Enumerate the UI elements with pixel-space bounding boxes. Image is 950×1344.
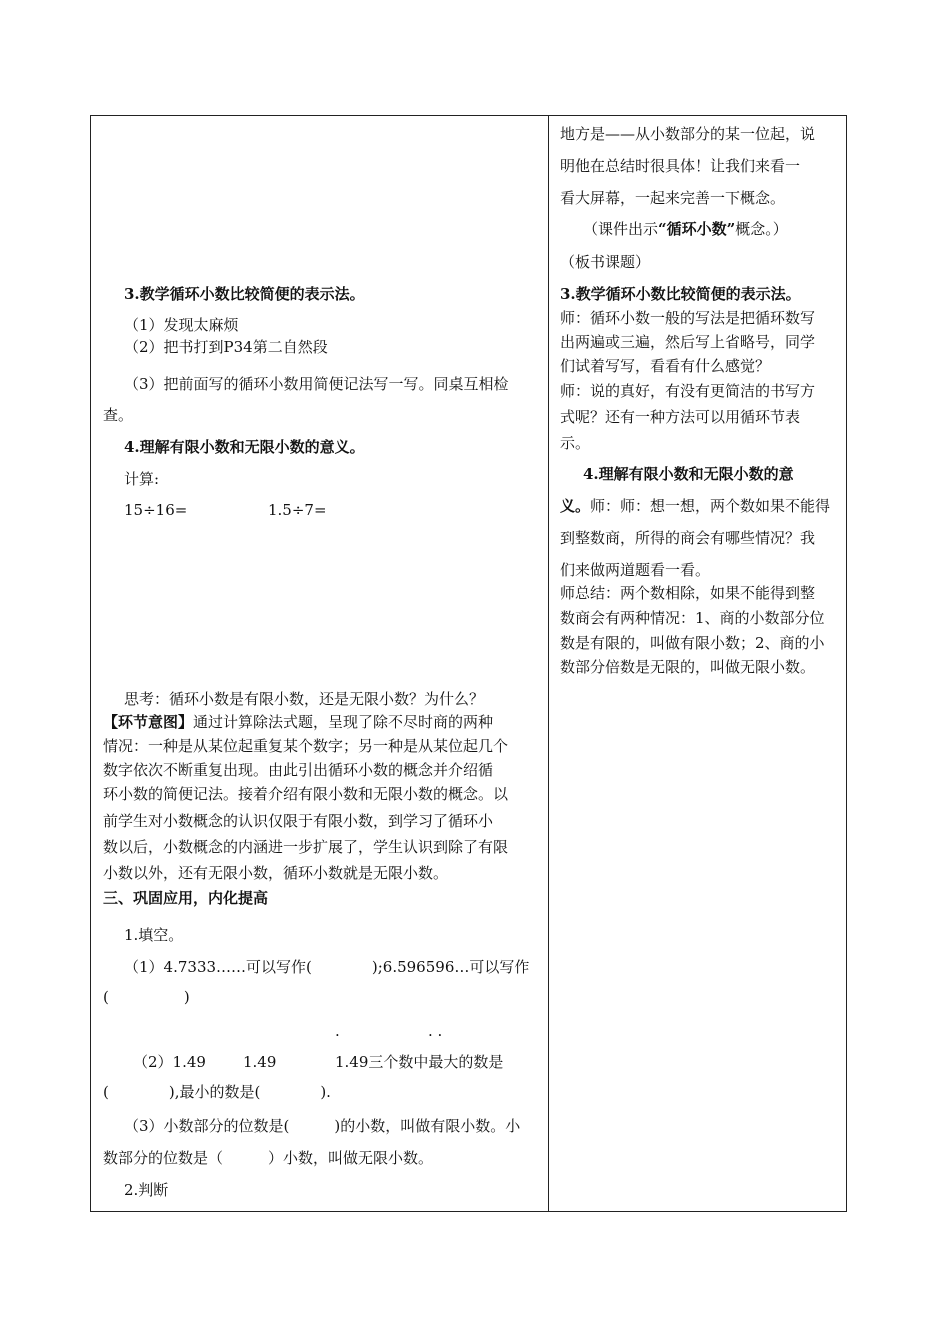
right-sec4-line-3: 到整数商，所得的商会有哪些情况？我: [560, 529, 816, 547]
left-intent-line-5: 前学生对小数概念的认识仅限于有限小数，到学习了循环小: [103, 812, 494, 830]
right-summary-line-1: 师总结：两个数相除，如果不能得到整: [560, 584, 816, 602]
left-intent-line-3: 数字依次不断重复出现。由此引出循环小数的概念并介绍循: [103, 761, 494, 779]
right-top-line-2: 明他在总结时很具体！让我们来看一: [560, 157, 801, 175]
left-q3-line2: 数部分的位数是（ ）小数，叫做无限小数。: [103, 1149, 434, 1167]
left-calc-b: 1.5÷7=: [268, 501, 327, 519]
left-q1-line1: （1）4.7333……可以写作( );6.596596…可以写作: [124, 958, 530, 976]
right-sec3-line-2: 出两遍或三遍，然后写上省略号，同学: [560, 333, 816, 351]
right-courseware: [583, 222, 788, 237]
courseware-a: （课件出示: [583, 220, 659, 238]
right-summary-line-4: 数部分倍数是无限的，叫做无限小数。: [560, 658, 816, 676]
left-q1-line2: ( ): [103, 988, 190, 1006]
intent-text-1: 通过计算除法式题，呈现了除不尽时商的两种: [193, 713, 494, 731]
left-intent-line-4: 环小数的简便记法。接着介绍有限小数和无限小数的概念。以: [103, 785, 509, 803]
left-intent-line-1: [103, 715, 493, 730]
left-q3-line1: （3）小数部分的位数是( )的小数，叫做有限小数。小: [124, 1117, 521, 1135]
right-sec4-line-1: 4.理解有限小数和无限小数的意: [583, 465, 794, 483]
left-judge-title: 2.判断: [124, 1181, 169, 1199]
right-summary-line-2: 数商会有两种情况：1、商的小数部分位: [560, 609, 825, 627]
left-calc-a: 15÷16=: [124, 501, 188, 519]
left-q2-line1-c: 1.49三个数中最大的数是: [335, 1053, 504, 1071]
right-board: （板书课题）: [560, 253, 651, 271]
right-top-line-1: 地方是——从小数部分的某一位起，说: [560, 125, 816, 143]
left-part3-title: 三、巩固应用，内化提高: [103, 889, 269, 907]
right-sec3-line-5: 式呢？还有一种方法可以用循环节表: [560, 408, 801, 426]
left-sec3-item-4: 查。: [103, 406, 134, 424]
left-q2-dot-1: .: [335, 1022, 340, 1040]
courseware-term: “循环小数”: [658, 220, 736, 238]
left-sec3-title: 3.教学循环小数比较简便的表示法。: [124, 285, 365, 303]
left-q2-dot-2: . .: [428, 1022, 443, 1040]
intent-tag: 【环节意图】: [103, 713, 194, 731]
left-intent-line-7: 小数以外，还有无限小数，循环小数就是无限小数。: [103, 864, 449, 882]
right-sec4-line-4: 们来做两道题看一看。: [560, 561, 711, 579]
right-sec3-line-1: 师：循环小数一般的写法是把循环数写: [560, 309, 816, 327]
left-sec3-item-3: （3）把前面写的循环小数用简便记法写一写。同桌互相检: [124, 375, 509, 393]
left-sec3-item-2: （2）把书打到P34第二自然段: [124, 338, 328, 356]
left-think: 思考：循环小数是有限小数，还是无限小数？为什么？: [124, 690, 485, 708]
left-intent-line-6: 数以后，小数概念的内涵进一步扩展了，学生认识到除了有限: [103, 838, 509, 856]
right-top-line-3: 看大屏幕，一起来完善一下概念。: [560, 189, 786, 207]
left-q2-line1-a: （2）1.49: [133, 1053, 206, 1071]
right-sec4-line-2: [560, 499, 830, 514]
left-calc-label: 计算:: [124, 470, 160, 488]
right-sec3-title: 3.教学循环小数比较简便的表示法。: [560, 285, 801, 303]
right-sec3-line-4: 师：说的真好，有没有更简洁的书写方: [560, 382, 816, 400]
sec4-rest: 师：师：想一想，两个数如果不能得: [590, 497, 831, 515]
left-q2-line2: ( ),最小的数是( ).: [103, 1083, 331, 1101]
left-intent-line-2: 情况：一种是从某位起重复某个数字；另一种是从某位起几个: [103, 737, 509, 755]
right-summary-line-3: 数是有限的，叫做有限小数；2、商的小: [560, 634, 825, 652]
sec4-bold-tail: 义。: [560, 497, 591, 515]
right-sec3-line-3: 们试着写写，看看有什么感觉？: [560, 357, 771, 375]
right-sec3-line-6: 示。: [560, 434, 591, 452]
left-sec3-item-1: （1）发现太麻烦: [124, 316, 239, 334]
left-fill-title: 1.填空。: [124, 926, 184, 944]
column-divider: [548, 115, 549, 1212]
left-q2-line1-b: 1.49: [243, 1053, 277, 1071]
left-sec4-title: 4.理解有限小数和无限小数的意义。: [124, 438, 365, 456]
courseware-c: 概念。）: [735, 220, 788, 238]
